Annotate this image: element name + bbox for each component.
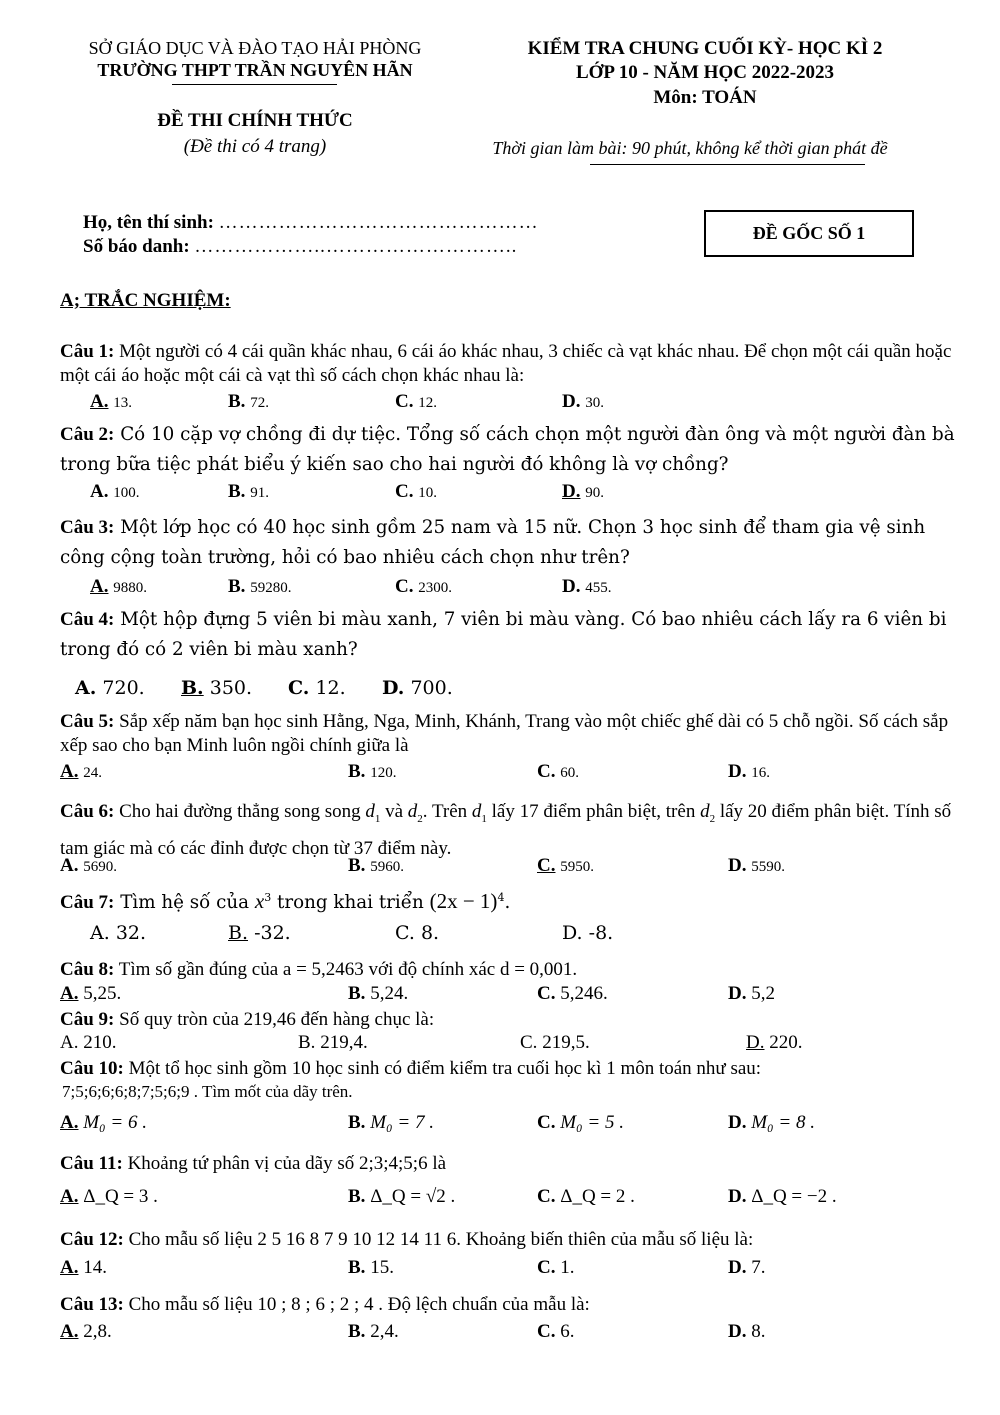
option-c[interactable]: C. 2300. <box>395 576 452 597</box>
option-d[interactable]: D. M₀ = 8 . <box>728 1112 815 1133</box>
question-text: Một hộp đựng 5 viên bi màu xanh, 7 viên bi màu vàng. Có bao nhiêu cách lấy ra 6 viên bi trong đó có 2 viên bi màu xanh? <box>60 609 947 660</box>
candidate-id-field[interactable]: ………………..……………………….. <box>194 236 518 257</box>
option-d[interactable]: D. 90. <box>562 481 604 502</box>
question-label: Câu 2: <box>60 424 115 445</box>
option-a[interactable]: A. 14. <box>60 1257 107 1278</box>
option-b[interactable]: B. 15. <box>348 1257 394 1278</box>
question-label: Câu 8: <box>60 959 115 980</box>
question-1-options <box>0 391 1000 415</box>
candidate-name-label: Họ, tên thí sinh: <box>83 212 214 233</box>
option-b[interactable]: B. Δ_Q = √2 . <box>348 1186 456 1207</box>
question-text: Cho mẫu số liệu 10 ; 8 ; 6 ; 2 ; 4 . Độ lệch chuẩn của mẫu là: <box>128 1294 590 1315</box>
question-3-options <box>0 576 1000 600</box>
question-label: Câu 6: <box>60 801 115 822</box>
question-10 <box>60 1057 972 1081</box>
option-a[interactable]: A. 5,25. <box>60 983 122 1004</box>
question-label: Câu 11: <box>60 1153 123 1174</box>
option-c[interactable]: C. 12. <box>395 391 437 412</box>
department-name: SỞ GIÁO DỤC VÀ ĐÀO TẠO HẢI PHÒNG <box>88 38 422 58</box>
school-name: TRƯỜNG THPT TRẦN NGUYÊN HÃN <box>97 60 413 80</box>
question-2-options <box>0 481 1000 505</box>
question-7: Câu 7: Tìm hệ số của $x^3$ trong khai triển $(2x - 1)^4$. <box>60 889 511 914</box>
question-text: Một người có 4 cái quần khác nhau, 6 cái áo khác nhau, 3 chiếc cà vạt khác nhau. Để chọn một cái quần hoặc một cái áo hoặc một cái cà vạt thì số cách chọn khác nhau là: <box>60 341 952 386</box>
time-underline <box>590 164 865 165</box>
question-label: Câu 1: <box>60 341 115 362</box>
question-9-options <box>0 1032 1000 1056</box>
option-c[interactable]: C. 5,246. <box>537 983 608 1004</box>
question-11 <box>60 1152 972 1176</box>
section-title: A; TRẮC NGHIỆM: <box>60 290 231 311</box>
question-6: Câu 6: Cho hai đường thẳng song song $d_1$ và $d_2$. Trên $d_1$ lấy 17 điểm phân biệt, trên $d_2$ lấy 20 điểm phân biệt. Tính số tam giác mà có các đỉnh được chọn từ 37 điểm này. <box>60 801 952 859</box>
candidate-id-row <box>83 236 517 258</box>
option-d[interactable]: D. 455. <box>562 576 612 597</box>
exam-title: KIỂM TRA CHUNG CUỐI KỲ- HỌC KÌ 2 <box>527 38 883 59</box>
option-a[interactable]: A. 2,8. <box>60 1321 112 1342</box>
question-label: Câu 4: <box>60 609 115 630</box>
option-d[interactable]: D. 5,2 <box>728 983 775 1004</box>
option-a[interactable]: A. 100. <box>90 481 140 502</box>
line-d2: d <box>407 801 418 822</box>
option-b[interactable]: B. 120. <box>348 761 397 782</box>
official-label: ĐỀ THI CHÍNH THỨC <box>157 110 353 131</box>
question-1 <box>60 340 972 388</box>
option-a[interactable]: A. 210. <box>60 1032 117 1053</box>
option-a[interactable]: A. 13. <box>90 391 132 412</box>
question-label: Câu 12: <box>60 1229 124 1250</box>
question-13-options <box>0 1321 1000 1345</box>
option-d[interactable]: D. 16. <box>728 761 770 782</box>
question-text: Có 10 cặp vợ chồng đi dự tiệc. Tổng số cách chọn một người đàn ông và một người đàn bà trong bữa tiệc phát biểu ý kiến sao cho hai người đó không là vợ chồng? <box>60 424 955 475</box>
option-d[interactable]: D. 220. <box>746 1032 803 1053</box>
option-b[interactable]: B. 350. <box>181 677 253 699</box>
school-underline <box>172 84 337 85</box>
option-d[interactable]: D. -8. <box>562 922 614 944</box>
question-label: Câu 5: <box>60 711 115 732</box>
question-label: Câu 7: <box>60 892 115 914</box>
question-10-options <box>0 1112 1000 1136</box>
option-d[interactable]: D. 700. <box>382 677 453 699</box>
question-12 <box>60 1228 972 1252</box>
option-d[interactable]: D. 8. <box>728 1321 766 1342</box>
question-7-options <box>0 922 1000 946</box>
question-2 <box>60 420 972 480</box>
question-text: Một tổ học sinh gồm 10 học sinh có điểm kiểm tra cuối học kì 1 môn toán như sau: <box>128 1058 762 1079</box>
option-c[interactable]: C. 10. <box>395 481 437 502</box>
option-b[interactable]: B. 219,4. <box>298 1032 368 1053</box>
question-label: Câu 10: <box>60 1058 124 1079</box>
question-5 <box>60 710 972 758</box>
score-data-line: 7;5;6;6;6;8;7;5;6;9 . Tìm mốt của dãy trên. <box>62 1082 353 1101</box>
option-b[interactable]: B. M₀ = 7 . <box>348 1112 434 1133</box>
option-c[interactable]: C. Δ_Q = 2 . <box>537 1186 635 1207</box>
option-d[interactable]: D. 5590. <box>728 855 785 876</box>
grade-year: LỚP 10 - NĂM HỌC 2022-2023 <box>575 62 835 83</box>
option-a[interactable]: A. M₀ = 6 . <box>60 1112 147 1133</box>
question-3 <box>60 513 972 573</box>
option-b[interactable]: B. 72. <box>228 391 269 412</box>
question-8 <box>60 958 972 982</box>
question-label: Câu 13: <box>60 1294 124 1315</box>
question-11-options <box>0 1186 1000 1210</box>
question-5-options <box>0 761 1000 785</box>
binomial-expression: (2x − 1) <box>429 889 498 914</box>
option-d[interactable]: D. 7. <box>728 1257 766 1278</box>
option-b[interactable]: B. -32. <box>228 922 291 944</box>
option-a[interactable]: A. 24. <box>60 761 102 782</box>
option-c[interactable]: C. 8. <box>395 922 440 944</box>
option-a[interactable]: A. Δ_Q = 3 . <box>60 1186 158 1207</box>
option-a[interactable]: A. 720. <box>75 677 145 699</box>
question-8-options <box>0 983 1000 1007</box>
option-c[interactable]: C. 12. <box>288 677 346 699</box>
pages-note: (Đề thi có 4 trang) <box>183 136 327 157</box>
question-text: Tìm số gần đúng của a = 5,2463 với độ chính xác d = 0,001. <box>118 959 578 980</box>
question-text: Sắp xếp năm bạn học sinh Hằng, Nga, Minh, Khánh, Trang vào một chiếc ghế dài có 5 chỗ ngồi. Số cách sắp xếp sao cho bạn Minh luôn ngồi chính giữa là <box>60 711 949 756</box>
question-12-options <box>0 1257 1000 1281</box>
exam-code-box: ĐỀ GỐC SỐ 1 <box>704 210 914 257</box>
line-d1: d <box>365 801 375 822</box>
question-text: Một lớp học có 40 học sinh gồm 25 nam và 15 nữ. Chọn 3 học sinh để tham gia vệ sinh công cộng toàn trường, hỏi có bao nhiêu cách chọn như trên? <box>60 517 926 568</box>
option-b[interactable]: B. 2,4. <box>348 1321 399 1342</box>
option-d[interactable]: D. 30. <box>562 391 604 412</box>
question-text: Cho hai đường thẳng song song <box>119 801 366 822</box>
option-a[interactable]: A. 32. <box>90 922 147 944</box>
option-b[interactable]: B. 91. <box>228 481 269 502</box>
candidate-name-row <box>83 212 539 234</box>
option-b[interactable]: B. 5,24. <box>348 983 409 1004</box>
option-c[interactable]: C. 60. <box>537 761 579 782</box>
option-c[interactable]: C. 6. <box>537 1321 575 1342</box>
option-c[interactable]: C. 219,5. <box>520 1032 590 1053</box>
option-a[interactable]: A. 5690. <box>60 855 117 876</box>
question-6-options <box>0 855 1000 879</box>
question-text: Cho mẫu số liệu 2 5 16 8 7 9 10 12 14 11 6. Khoảng biến thiên của mẫu số liệu là: <box>128 1229 754 1250</box>
question-4-options <box>0 677 1000 701</box>
question-13 <box>60 1293 972 1317</box>
question-9 <box>60 1008 972 1032</box>
option-c[interactable]: C. M₀ = 5 . <box>537 1112 624 1133</box>
question-4 <box>60 605 972 665</box>
candidate-name-field[interactable]: ………………………………………… <box>218 212 539 233</box>
time-note: Thời gian làm bài: 90 phút, không kể thời gian phát đề <box>492 138 888 158</box>
subject: Môn: TOÁN <box>653 87 757 108</box>
question-text: Số quy tròn của 219,46 đến hàng chục là: <box>119 1009 435 1030</box>
option-b[interactable]: B. 59280. <box>228 576 292 597</box>
option-a[interactable]: A. 9880. <box>90 576 147 597</box>
variable-x: x <box>254 889 265 914</box>
option-d[interactable]: D. Δ_Q = −2 . <box>728 1186 837 1207</box>
option-b[interactable]: B. 5960. <box>348 855 404 876</box>
option-c[interactable]: C. 5950. <box>537 855 594 876</box>
question-label: Câu 9: <box>60 1009 115 1030</box>
option-c[interactable]: C. 1. <box>537 1257 575 1278</box>
question-text: Khoảng tứ phân vị của dãy số 2;3;4;5;6 là <box>127 1153 447 1174</box>
question-label: Câu 3: <box>60 517 115 538</box>
candidate-id-label: Số báo danh: <box>83 236 190 257</box>
